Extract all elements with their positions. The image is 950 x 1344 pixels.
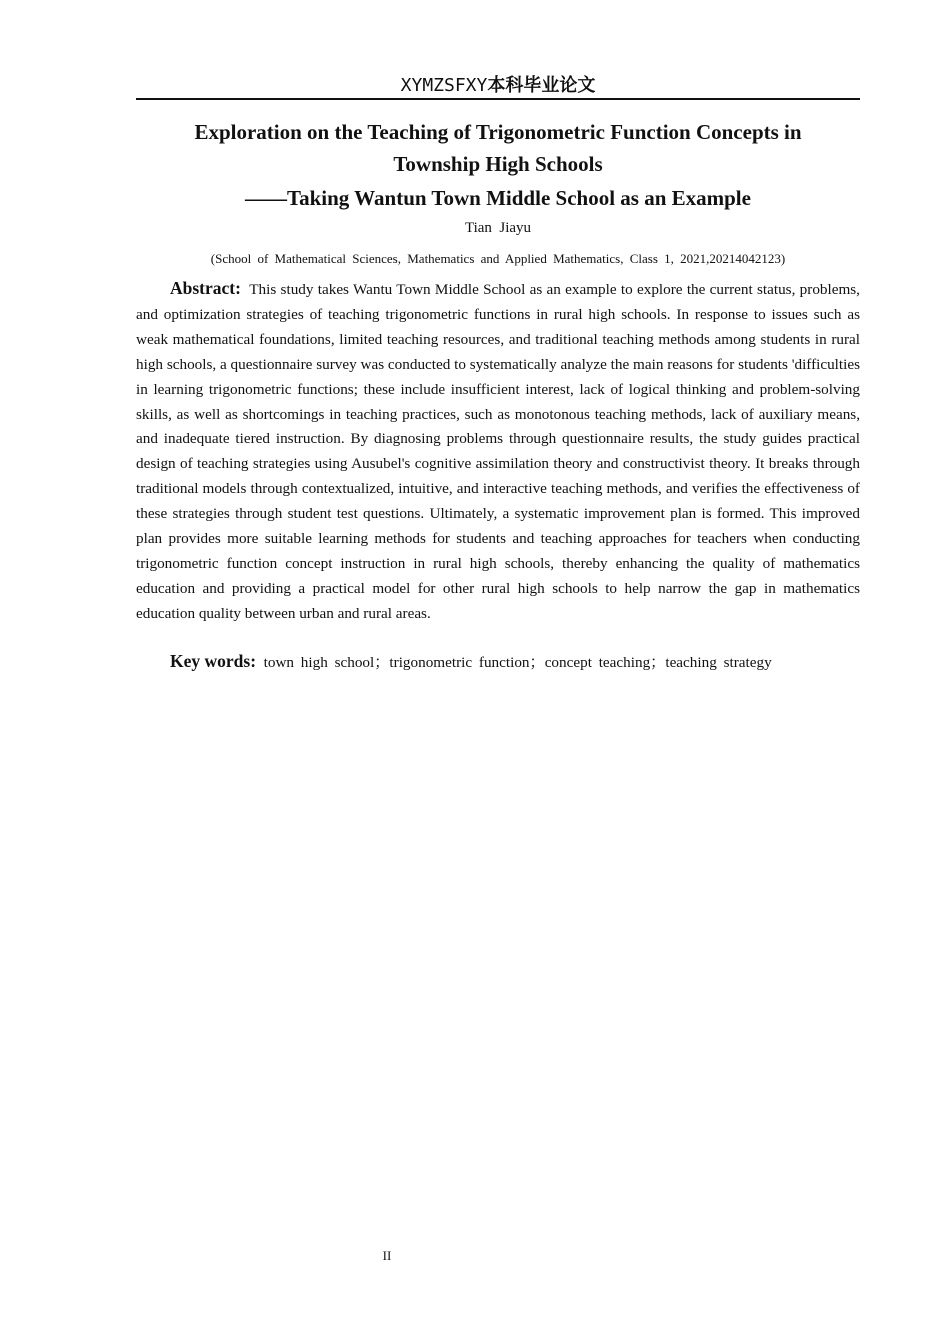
abstract-paragraph	[136, 276, 860, 627]
keywords-text: town high school；trigonometric function；concept teaching；teaching strategy	[263, 654, 772, 671]
abstract-text: This study takes Wantu Town Middle School as an example to explore the current status, problems, and optimization strategies of teaching trigonometric functions in rural high schools. In response to issues such as weak mathematical foundations, limited teaching resources, and traditional teaching methods among students in rural high schools, a questionnaire survey was conducted to systematically analyze the main reasons for students 'difficulties in learning trigonometric functions; these include insufficient interest, lack of logical thinking and problem-solving skills, as well as shortcomings in teaching practices, such as monotonous teaching methods, lack of auxiliary means, and inadequate tiered instruction. By diagnosing problems through questionnaire results, the study guides practical design of teaching strategies using Ausubel's cognitive assimilation theory and constructivist theory. It breaks through traditional models through contextualized, intuitive, and interactive teaching methods, and verifies the effectiveness of these strategies through student test questions. Ultimately, a systematic improvement plan is formed. This improved plan provides more suitable learning methods for students and teaching approaches for teachers when conducting trigonometric function concept instruction in rural high schools, thereby enhancing the quality of mathematics education and providing a practical model for other rural high schools to help narrow the gap in mathematics education quality between urban and rural areas.	[136, 281, 860, 622]
page-number: II	[382, 1248, 392, 1263]
header-latin-text: XYMZSFXY	[400, 75, 488, 96]
paper-subtitle: ——Taking Wantun Town Middle School as an Example	[245, 186, 751, 210]
header-rule	[136, 98, 860, 100]
running-header	[136, 72, 860, 99]
header-cjk-text: 本科毕业论文	[487, 75, 596, 96]
author-name: Tian Jiayu	[464, 220, 532, 236]
keywords-paragraph	[136, 649, 860, 675]
keywords-label: Key words:	[170, 651, 257, 671]
paper-title: Exploration on the Teaching of Trigonometric Function Concepts in Township High Schools	[194, 120, 802, 176]
author-affiliation: (School of Mathematical Sciences, Mathematics and Applied Mathematics, Class 1, 2021,20214042123)	[210, 251, 786, 266]
abstract-label: Abstract:	[170, 278, 241, 298]
